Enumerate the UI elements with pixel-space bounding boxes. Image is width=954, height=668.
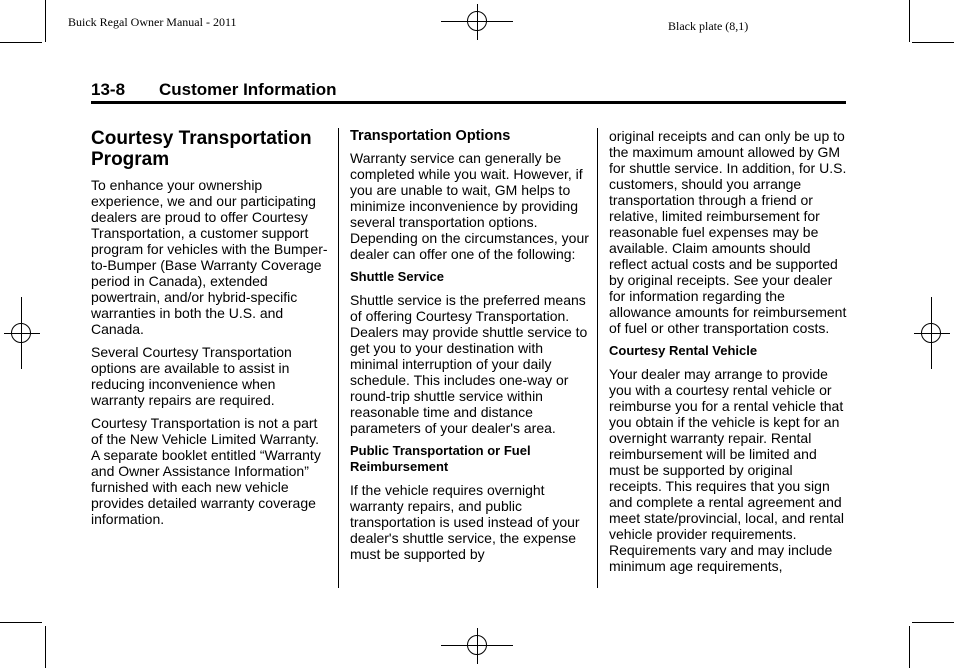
crop-mark-bottom-right-v (909, 626, 910, 668)
crop-mark-bottom-right-h (912, 622, 954, 623)
column-divider-2 (597, 128, 598, 588)
paragraph: Several Courtesy Transportation options are available to assist in reducing inconvenience when warranty repairs are required. (91, 344, 292, 408)
crop-mark-bottom-left-h (0, 622, 42, 623)
crop-mark-top-left-v (45, 0, 46, 42)
column-1 (91, 128, 329, 534)
paragraph: Shuttle service is the preferred means of offering Courtesy Transportation. Dealers may provide shuttle service to get you to your destination with minimal interruption of your daily schedule. This includes one-way or round-trip shuttle service within reasonable time and distance parameters of your dealer's area. (350, 292, 588, 436)
paragraph: Courtesy Transportation is not a part of the New Vehicle Limited Warranty. A separate booklet entitled “Warranty and Owner Assistance Information” furnished with each new vehicle provides detailed warranty coverage information. (91, 415, 321, 527)
column-divider-1 (338, 128, 339, 588)
paragraph: To enhance your ownership experience, we and our participating dealers are proud to offer Courtesy Transportation, a customer support program for vehicles with the Bumper-to-Bumper (Base Warranty Coverage period in Canada), extended powertrain, and/or hybrid-specific warranties in both the U.S. and Canada. (91, 177, 328, 337)
column-2 (350, 128, 590, 569)
page-number: 13-8 (91, 80, 126, 99)
section-title: Customer Information (159, 80, 337, 99)
registration-circle-right (921, 323, 941, 343)
article-title: Courtesy Transportation Program (91, 128, 312, 170)
subsection-heading: Transportation Options (350, 128, 511, 144)
paragraph: If the vehicle requires overnight warranty repairs, and public transportation is used instead of your dealer's shuttle service, the expense must be supported by (350, 482, 580, 562)
paragraph: Warranty service can generally be completed while you wait. However, if you are unable to wait, GM helps to minimize inconvenience by providing several transportation options. Depending on the circumstances, your dealer can offer one of the following: (350, 150, 589, 262)
registration-circle-top (467, 11, 487, 31)
paragraph: Your dealer may arrange to provide you with a courtesy rental vehicle or reimburse you for a rental vehicle that you obtain if the vehicle is kept for an overnight warranty repair. Rental reimbursement will be limited and must be supported by original receipts. This requires that you sign and complete a rental agreement and meet state/provincial, local, and rental vehicle provider requirements. Requirements vary and may include minimum age requirements, (609, 366, 845, 574)
registration-circle-left (11, 323, 31, 343)
rental-heading: Courtesy Rental Vehicle (609, 343, 758, 358)
manual-plate-label: Buick Regal Owner Manual - 2011 (68, 15, 237, 29)
crop-mark-top-right-v (909, 0, 910, 42)
crop-mark-top-right-h (912, 42, 954, 43)
registration-circle-bottom (467, 635, 487, 655)
crop-mark-bottom-left-v (45, 626, 46, 668)
header-rule (91, 101, 846, 104)
shuttle-heading: Shuttle Service (350, 269, 444, 284)
column-3 (609, 128, 849, 581)
public-transport-heading: Public Transportation or Fuel Reimbursement (350, 443, 531, 474)
paragraph: original receipts and can only be up to the maximum amount allowed by GM for shuttle service. In addition, for U.S. customers, should you arrange transportation through a friend or relative, limited reimbursement for reasonable fuel expenses may be available. Claim amounts should reflect actual costs and be supported by original receipts. See your dealer for information regarding the allowance amounts for reimbursement of fuel or other transportation costs. (609, 128, 847, 336)
crop-mark-top-left-h (0, 42, 42, 43)
running-header (91, 80, 846, 100)
black-plate-label: Black plate (8,1) (668, 19, 749, 33)
